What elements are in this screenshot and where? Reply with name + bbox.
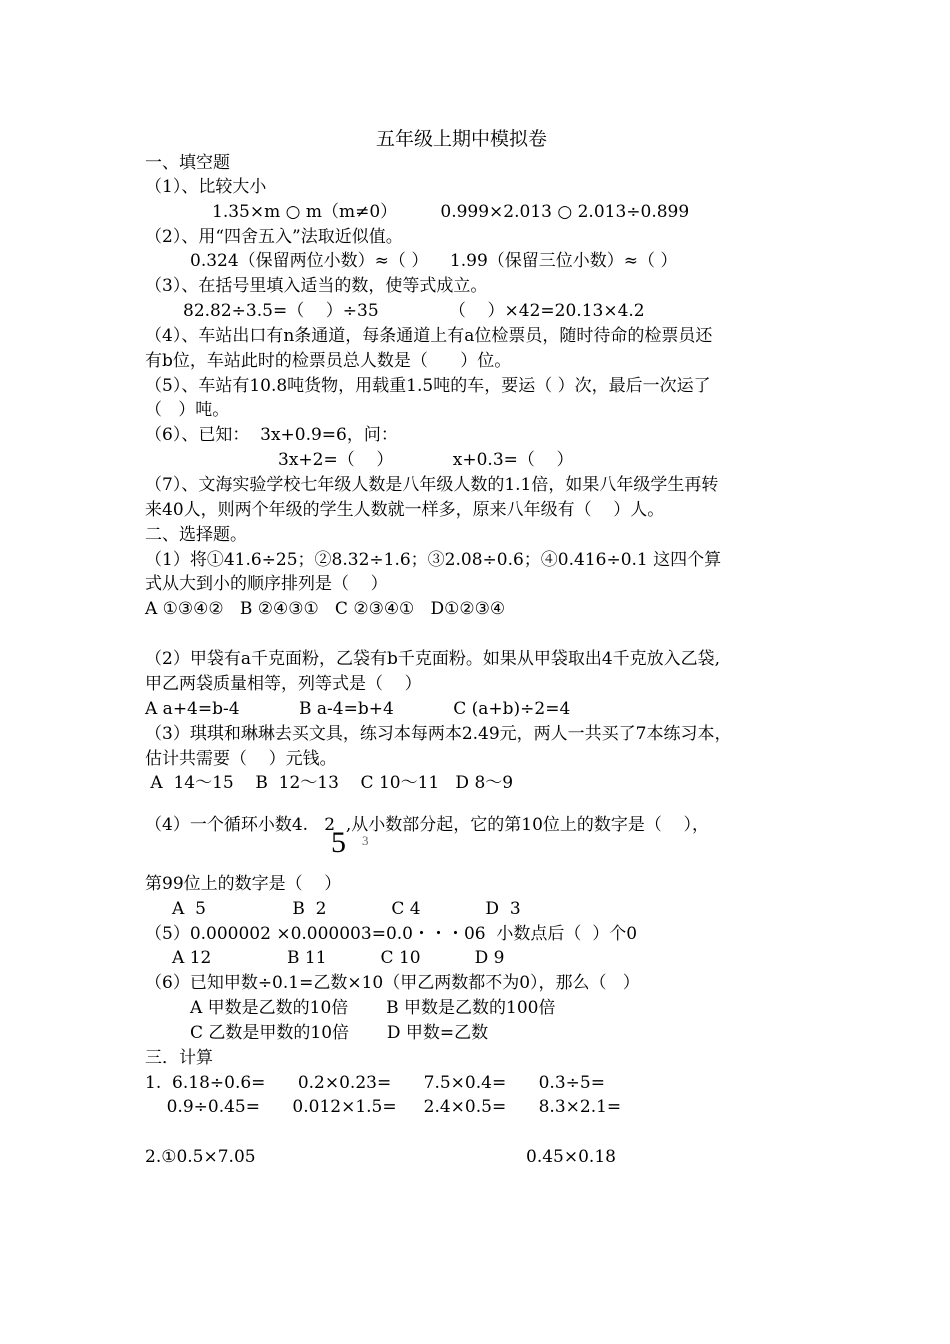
answer-options: C 乙数是甲数的10倍 D 甲数=乙数 <box>190 1023 489 1043</box>
question-text: （4）一个循环小数4. 2 ,从小数部分起，它的第10位上的数字是（ ）， <box>145 815 710 835</box>
repeating-digit: 5 <box>331 826 346 859</box>
answer-options: A 甲数是乙数的10倍 B 甲数是乙数的100倍 <box>190 998 556 1018</box>
question-text: （3）琪琪和琳琳去买文具，练习本每两本2.49元，两人一共买了7本练习本， <box>145 724 732 744</box>
question-text: （5）、车站有10.8吨货物，用载重1.5吨的车，要运（ ）次，最后一次运了 <box>145 376 711 396</box>
question-text: 有b位，车站此时的检票员总人数是（ ）位。 <box>145 351 512 371</box>
question-text: 3x+2=（ ） x+0.3=（ ） <box>278 450 574 470</box>
calc-item: 2.①0.5×7.05 <box>145 1147 256 1167</box>
question-text: 82.82÷3.5=（ ）÷35 （ ）×42=20.13×4.2 <box>183 301 645 321</box>
answer-options: A 14～15 B 12～13 C 10～11 D 8～9 <box>145 773 514 793</box>
answer-options: A ①③④② B ②④③① C ②③④① D①②③④ <box>145 599 506 619</box>
question-text: （2）、用“四舍五入”法取近似值。 <box>145 227 403 247</box>
answer-options: A 5 B 2 C 4 D 3 <box>145 899 521 919</box>
question-text: 0.324（保留两位小数）≈（ ） 1.99（保留三位小数）≈（ ） <box>190 251 678 271</box>
question-text: 式从大到小的顺序排列是（ ） <box>145 574 388 594</box>
question-text: （1）将①41.6÷25；②8.32÷1.6；③2.08÷0.6；④0.416÷0.1 这四个算 <box>145 550 722 570</box>
question-text: （1）、比较大小 <box>145 177 267 197</box>
calc-row: 0.9÷0.45= 0.012×1.5= 2.4×0.5= 8.3×2.1= <box>145 1097 622 1117</box>
question-text: 1.35×m ○ m（m≠0） 0.999×2.013 ○ 2.013÷0.899 <box>212 202 690 222</box>
question-text: （6）已知甲数÷0.1=乙数×10（甲乙两数都不为0），那么（ ） <box>145 973 640 993</box>
calc-item: 0.45×0.18 <box>526 1147 616 1167</box>
question-text: （5）0.000002 ×0.000003=0.0・・・06 小数点后（ ）个0 <box>145 924 638 944</box>
calc-row: 1. 6.18÷0.6= 0.2×0.23= 7.5×0.4= 0.3÷5= <box>145 1073 605 1093</box>
question-text: 估计共需要（ ）元钱。 <box>145 749 337 769</box>
question-text: 甲乙两袋质量相等，列等式是（ ） <box>145 674 422 694</box>
question-text: （3）、在括号里填入适当的数，使等式成立。 <box>145 276 488 296</box>
question-text: （2）甲袋有a千克面粉，乙袋有b千克面粉。如果从甲袋取出4千克放入乙袋, <box>145 649 721 669</box>
question-text: （7）、文海实验学校七年级人数是八年级人数的1.1倍，如果八年级学生再转 <box>145 475 719 495</box>
section-heading: 三．计算 <box>145 1048 213 1068</box>
section-heading: 二、选择题。 <box>145 525 247 545</box>
question-text: （4）、车站出口有n条通道，每条通道上有a位检票员，随时待命的检票员还 <box>145 326 713 346</box>
answer-options: A a+4=b-4 B a-4=b+4 C (a+b)÷2=4 <box>145 699 571 719</box>
page-title: 五年级上期中模拟卷 <box>376 128 548 150</box>
question-text: （ ）吨。 <box>145 400 230 420</box>
section-heading: 一、填空题 <box>145 153 230 173</box>
question-text: （6）、已知： 3x+0.9=6，问： <box>145 425 398 445</box>
repeating-digit: 3 <box>362 833 369 848</box>
question-text: 来40人，则两个年级的学生人数就一样多，原来八年级有（ ）人。 <box>145 500 665 520</box>
question-text: 第99位上的数字是（ ） <box>145 874 342 894</box>
answer-options: A 12 B 11 C 10 D 9 <box>145 948 505 968</box>
